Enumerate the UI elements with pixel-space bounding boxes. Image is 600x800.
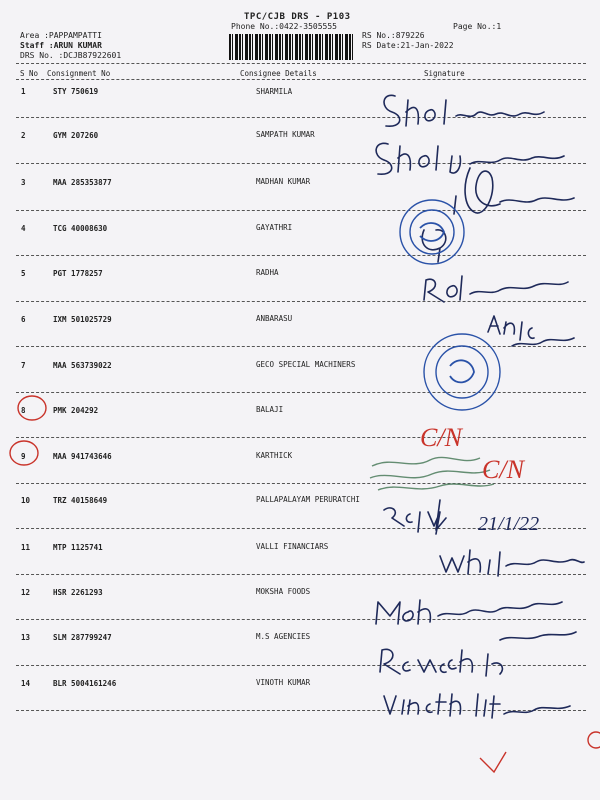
row-sno: 4 — [21, 224, 26, 233]
row-sno: 6 — [21, 315, 26, 324]
sheet-title: TPC/CJB DRS - P103 — [244, 12, 351, 22]
row-sno: 2 — [21, 131, 26, 140]
divider — [16, 665, 586, 666]
row-consignee: GAYATHRI — [256, 223, 293, 232]
signature-row-1 — [384, 95, 544, 126]
col-signature: Signature — [424, 69, 465, 78]
signature-row-12 — [376, 600, 562, 624]
divider — [16, 574, 586, 575]
row-consignee: ANBARASU — [256, 314, 293, 323]
row-consignment: BLR 5004161246 — [53, 679, 117, 688]
signature-row-14 — [384, 694, 570, 718]
drs-value: DCJB87922601 — [63, 51, 122, 60]
divider — [16, 392, 586, 393]
divider — [16, 528, 586, 529]
row-consignee: GECO SPECIAL MACHINERS — [256, 360, 356, 369]
divider — [16, 301, 586, 302]
row-consignee: M.S AGENCIES — [256, 632, 311, 641]
row-sno: 14 — [21, 679, 31, 688]
circle-mark — [588, 732, 600, 748]
row-consignee: MADHAN KUMAR — [256, 177, 311, 186]
row-consignment: HSR 2261293 — [53, 588, 103, 597]
col-consignment: Consignment No — [47, 69, 111, 78]
row-sno: 10 — [21, 496, 31, 505]
col-sno: S No — [20, 69, 39, 78]
divider — [16, 437, 586, 438]
signature-row-4 — [422, 230, 446, 262]
phone-number: Phone No.:0422-3505555 — [231, 22, 337, 31]
row-sno: 1 — [21, 87, 26, 96]
row-consignment: PMK 204292 — [53, 406, 99, 415]
barcode — [229, 34, 355, 60]
note-date: 21/1/22 — [478, 513, 540, 535]
note-cin-2: C/N — [482, 455, 524, 484]
row-consignment: MAA 285353877 — [53, 178, 112, 187]
divider — [16, 710, 586, 711]
row-consignment: PGT 1778257 — [53, 269, 103, 278]
signature-row-6 — [488, 316, 574, 346]
divider — [16, 483, 586, 484]
signature-row-13 — [380, 632, 576, 676]
row-consignment: MTP 1125741 — [53, 543, 103, 552]
area-line — [20, 31, 102, 40]
divider — [16, 255, 586, 256]
row-consignee: VALLI FINANCIARS — [256, 542, 329, 551]
tick-mark — [480, 752, 506, 772]
divider — [16, 163, 586, 164]
row-consignee: SHARMILA — [256, 87, 293, 96]
staff-line — [20, 41, 102, 50]
drs-line — [20, 51, 121, 60]
divider — [16, 117, 586, 118]
row-sno: 5 — [21, 269, 26, 278]
row-consignment: SLM 287799247 — [53, 633, 112, 642]
row-consignment: MAA 563739022 — [53, 361, 112, 370]
row-consignment: IXM 501025729 — [53, 315, 112, 324]
col-consignee: Consignee Details — [240, 69, 317, 78]
row-consignment: TRZ 40158649 — [53, 496, 108, 505]
divider — [16, 210, 586, 211]
row-consignment: MAA 941743646 — [53, 452, 112, 461]
note-cin-1: C/N — [420, 423, 462, 452]
area-label: Area : — [20, 31, 49, 40]
row-sno: 13 — [21, 633, 31, 642]
area-value: PAPPAMPATTI — [48, 31, 102, 40]
row-consignee: KARTHICK — [256, 451, 293, 460]
signature-row-11 — [440, 550, 584, 576]
scribble-row-9 — [370, 457, 494, 490]
row-consignee: VINOTH KUMAR — [256, 678, 311, 687]
row-consignee: BALAJI — [256, 405, 284, 414]
row-sno: 3 — [21, 178, 26, 187]
row-consignment: GYM 207260 — [53, 131, 99, 140]
signature-row-3 — [454, 168, 574, 214]
divider — [16, 63, 586, 64]
page-number: Page No.:1 — [453, 22, 502, 31]
row-sno: 11 — [21, 543, 31, 552]
staff-value: ARUN KUMAR — [53, 41, 102, 50]
row-consignee: MOKSHA FOODS — [256, 587, 311, 596]
drs-label: DRS No. : — [20, 51, 64, 60]
rs-date: RS Date:21-Jan-2022 — [362, 41, 454, 50]
signature-row-2 — [376, 143, 564, 174]
staff-label: Staff : — [20, 41, 54, 50]
signature-row-5 — [424, 276, 568, 302]
row-sno: 9 — [21, 452, 26, 461]
row-consignee: PALLAPALAYAM PERURATCHI — [256, 495, 360, 504]
row-sno: 12 — [21, 588, 31, 597]
row-consignee: RADHA — [256, 268, 279, 277]
row-consignee: SAMPATH KUMAR — [256, 130, 315, 139]
rs-number: RS No.:879226 — [362, 31, 425, 40]
divider — [16, 346, 586, 347]
row-consignment: TCG 40008630 — [53, 224, 108, 233]
row-sno: 7 — [21, 361, 26, 370]
divider — [16, 79, 586, 80]
row-sno: 8 — [21, 406, 26, 415]
divider — [16, 619, 586, 620]
row-consignment: STY 750619 — [53, 87, 99, 96]
